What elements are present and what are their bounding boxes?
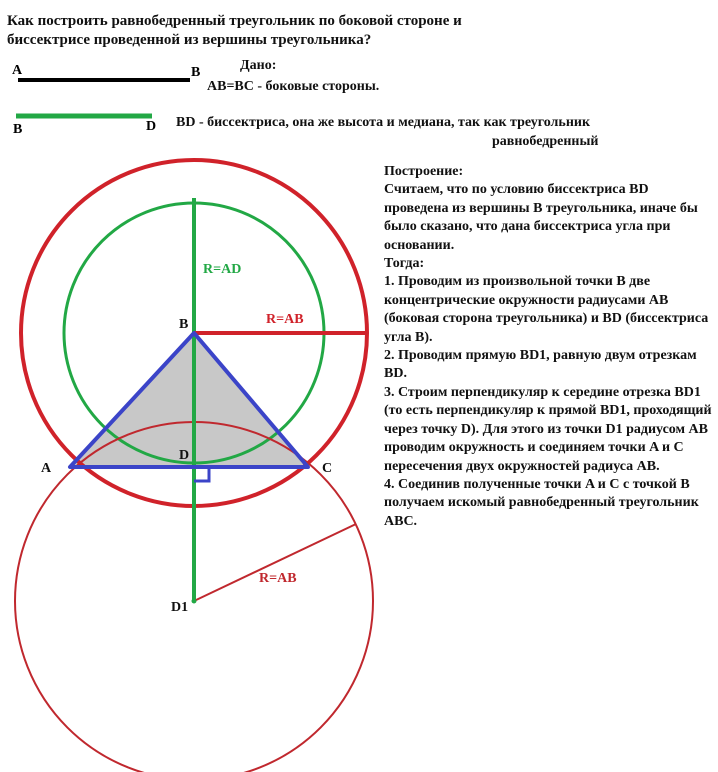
label-c: C: [322, 461, 333, 476]
segment-bd-label-b: B: [13, 122, 23, 137]
segment-ab-label-b: B: [191, 65, 201, 80]
construction-step: 1. Проводим из произвольной точки B две концентрические окружности радиусами AB (боковая сторона треугольника) и BD (биссектриса угла B).: [384, 274, 709, 345]
construction-heading: Построение:: [384, 164, 464, 179]
segment-bd-label-d: D: [146, 119, 157, 134]
page-title: Как построить равнобедренный треугольник по боковой стороне и биссектрисе проведенной из вершины треугольника?: [7, 13, 462, 48]
construction-step: 3. Строим перпендикуляр к середине отрезка BD1 (то есть перпендикуляр к прямой BD1, проходящий через точку D). Для этого из точки D1 радиусом AB проводим окружность и соединяем точки A и C пересечения двух окружностей радиуса AB.: [384, 384, 712, 474]
right-angle-mark: [194, 467, 209, 481]
construction-step: 2. Проводим прямую BD1, равную двум отрезкам BD.: [384, 348, 697, 382]
construction-step: Считаем, что по условию биссектриса BD проведена из вершины B треугольника, иначе бы было сказано, что дана биссектриса угла при основании.: [384, 182, 698, 253]
given-heading: Дано:: [240, 58, 277, 73]
label-radius-ab-bottom: R=AB: [259, 571, 297, 586]
label-a: A: [41, 461, 52, 476]
label-radius-ab-top: R=AB: [266, 312, 304, 327]
construction-step: 4. Соединив полученные точки A и C с точкой B получаем искомый равнобедренный треугольник ABC.: [384, 476, 699, 529]
segment-ab-label-a: A: [12, 63, 23, 78]
triangle-fill: [70, 333, 308, 467]
point-d1: [192, 599, 197, 604]
label-radius-ad: R=AD: [203, 262, 242, 277]
label-d: D: [179, 448, 190, 463]
construction-step: Тогда:: [384, 256, 425, 272]
label-b: B: [179, 317, 189, 332]
bisector-note-line1: BD - биссектриса, она же высота и медиана, так как треугольник: [176, 115, 591, 130]
radius-d1-line: [194, 524, 356, 601]
label-d1: D1: [171, 600, 189, 615]
bisector-note-line2: равнобедренный: [492, 134, 599, 149]
given-ab-bc-text: AB=BC - боковые стороны.: [207, 79, 380, 94]
